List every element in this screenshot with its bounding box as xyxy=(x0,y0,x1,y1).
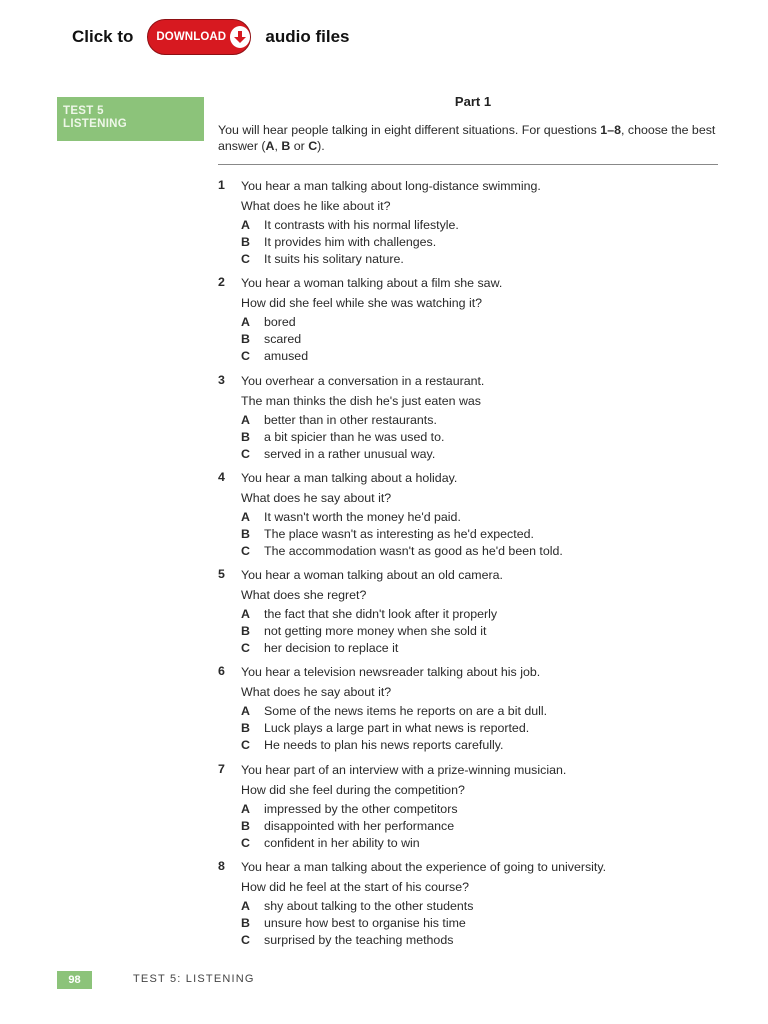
option-text: It suits his solitary nature. xyxy=(264,252,404,266)
option-text: better than in other restaurants. xyxy=(264,412,437,427)
option-text: surprised by the teaching methods xyxy=(264,933,454,948)
option-letter: C xyxy=(241,738,250,753)
option-text: Some of the news items he reports on are a bit dull. xyxy=(264,704,548,719)
option-letter: A xyxy=(241,315,250,330)
option-text: The accommodation wasn't as good as he'd been told. xyxy=(264,543,563,558)
answer-options xyxy=(241,413,444,464)
option-letter: B xyxy=(241,721,250,736)
question-number: 6 xyxy=(218,664,225,679)
question-item xyxy=(218,470,718,567)
option-letter: A xyxy=(241,704,250,719)
question-prompt: How did she feel during the competition? xyxy=(241,782,465,797)
option-text: It wasn't worth the money he'd paid. xyxy=(264,509,461,524)
question-item xyxy=(218,664,718,761)
instructions-text-5: ). xyxy=(317,139,325,153)
answer-option[interactable] xyxy=(241,916,473,933)
answer-option[interactable] xyxy=(241,721,547,738)
question-number: 7 xyxy=(218,761,225,776)
question-stem: You overhear a conversation in a restaurant. xyxy=(241,373,485,388)
banner-suffix: audio files xyxy=(265,27,350,46)
option-letter: A xyxy=(241,218,250,232)
answer-option[interactable] xyxy=(241,218,459,235)
answer-option[interactable] xyxy=(241,738,547,755)
option-text: served in a rather unusual way. xyxy=(264,446,436,461)
question-prompt: How did he feel at the start of his course? xyxy=(241,880,469,895)
option-letter: A xyxy=(241,899,250,914)
question-list xyxy=(218,178,718,956)
answer-option[interactable] xyxy=(241,430,444,447)
answer-option[interactable] xyxy=(241,510,563,527)
answer-option[interactable] xyxy=(241,704,547,721)
option-letter: A xyxy=(241,412,250,427)
question-item xyxy=(218,275,718,372)
option-letter: C xyxy=(241,543,250,558)
option-letter: C xyxy=(241,252,250,266)
question-number: 8 xyxy=(218,859,225,874)
option-letter: A xyxy=(241,607,250,622)
question-stem: You hear a man talking about a holiday. xyxy=(241,470,458,485)
instructions-text-3: , xyxy=(274,139,282,153)
question-item xyxy=(218,178,718,275)
option-text: unsure how best to organise his time xyxy=(264,916,466,931)
option-text: a bit spicier than he was used to. xyxy=(264,429,445,444)
section-tab xyxy=(57,97,204,141)
instructions-range: 1–8 xyxy=(600,123,621,137)
question-stem: You hear a man talking about long-distance swimming. xyxy=(241,179,541,193)
option-text: Luck plays a large part in what news is reported. xyxy=(264,721,530,736)
question-number: 3 xyxy=(218,372,225,387)
download-arrow-icon xyxy=(230,26,250,48)
answer-option[interactable] xyxy=(241,315,308,332)
option-letter: C xyxy=(241,933,250,948)
option-letter: A xyxy=(241,801,250,816)
question-prompt: What does she regret? xyxy=(241,588,367,603)
download-button-label: DOWNLOAD xyxy=(156,31,227,43)
question-stem: You hear a television newsreader talking about his job. xyxy=(241,665,541,680)
answer-options xyxy=(241,218,459,269)
option-text: amused xyxy=(264,349,309,364)
answer-option[interactable] xyxy=(241,332,308,349)
instructions-option-b: B xyxy=(281,139,291,153)
option-text: bored xyxy=(264,315,296,330)
option-letter: B xyxy=(241,526,250,541)
option-letter: B xyxy=(241,818,250,833)
option-letter: B xyxy=(241,332,250,347)
instructions-text-4: or xyxy=(290,139,309,153)
option-letter: C xyxy=(241,446,250,461)
instructions-text-2: , choose the best answer ( xyxy=(218,123,716,153)
option-letter: C xyxy=(241,641,250,656)
answer-option[interactable] xyxy=(241,447,444,464)
option-letter: B xyxy=(241,916,250,931)
instructions-text-1: You will hear people talking in eight different situations. For questions xyxy=(218,123,601,137)
question-number: 5 xyxy=(218,567,225,582)
answer-option[interactable] xyxy=(241,252,459,269)
banner-prefix: Click to xyxy=(72,27,134,46)
question-prompt: What does he say about it? xyxy=(241,490,392,505)
option-text: The place wasn't as interesting as he'd expected. xyxy=(264,526,534,541)
option-text: confident in her ability to win xyxy=(264,835,420,850)
option-text: the fact that she didn't look after it properly xyxy=(264,607,498,622)
question-item xyxy=(218,859,718,956)
question-item xyxy=(218,373,718,470)
footer-label: TEST 5: LISTENING xyxy=(133,973,255,985)
divider xyxy=(218,164,718,165)
question-number: 1 xyxy=(218,178,225,192)
answer-option[interactable] xyxy=(241,544,563,561)
option-letter: B xyxy=(241,429,250,444)
answer-option[interactable] xyxy=(241,819,458,836)
question-prompt: What does he like about it? xyxy=(241,199,391,213)
answer-options xyxy=(241,607,497,658)
answer-options xyxy=(241,802,458,853)
answer-option[interactable] xyxy=(241,235,459,252)
option-text: shy about talking to the other students xyxy=(264,899,474,914)
question-stem: You hear a woman talking about an old camera. xyxy=(241,568,503,583)
question-item xyxy=(218,762,718,859)
option-letter: C xyxy=(241,835,250,850)
question-prompt: The man thinks the dish he's just eaten was xyxy=(241,393,481,408)
option-text: He needs to plan his news reports carefully. xyxy=(264,738,504,753)
answer-options xyxy=(241,510,563,561)
option-letter: B xyxy=(241,235,250,249)
option-letter: A xyxy=(241,509,250,524)
question-prompt: What does he say about it? xyxy=(241,685,392,700)
answer-option[interactable] xyxy=(241,607,497,624)
question-item xyxy=(218,567,718,664)
instructions-option-a: A xyxy=(265,139,275,153)
answer-option[interactable] xyxy=(241,413,444,430)
question-number: 4 xyxy=(218,469,225,484)
section-tab-line1: TEST 5 xyxy=(63,105,104,117)
answer-option[interactable] xyxy=(241,933,473,950)
answer-option[interactable] xyxy=(241,527,563,544)
question-number: 2 xyxy=(218,275,225,290)
option-text: It provides him with challenges. xyxy=(264,235,437,249)
answer-option[interactable] xyxy=(241,899,473,916)
option-text: impressed by the other competitors xyxy=(264,801,458,816)
answer-option[interactable] xyxy=(241,624,497,641)
answer-option[interactable] xyxy=(241,836,458,853)
download-banner xyxy=(72,18,349,56)
page-number: 98 xyxy=(57,971,92,989)
question-stem: You hear a woman talking about a film she saw. xyxy=(241,276,503,291)
question-stem: You hear a man talking about the experience of going to university. xyxy=(241,860,607,875)
answer-options xyxy=(241,315,308,366)
download-button[interactable] xyxy=(147,19,251,55)
instructions-option-c: C xyxy=(308,139,318,153)
answer-options xyxy=(241,899,473,950)
question-stem: You hear part of an interview with a prize-winning musician. xyxy=(241,762,567,777)
question-prompt: How did she feel while she was watching it? xyxy=(241,296,483,311)
option-text: disappointed with her performance xyxy=(264,818,455,833)
option-text: her decision to replace it xyxy=(264,641,399,656)
answer-option[interactable] xyxy=(241,641,497,658)
part-title: Part 1 xyxy=(454,94,492,109)
answer-option[interactable] xyxy=(241,349,308,366)
instructions xyxy=(218,122,723,154)
answer-options xyxy=(241,704,547,755)
option-text: scared xyxy=(264,332,302,347)
answer-option[interactable] xyxy=(241,802,458,819)
option-text: It contrasts with his normal lifestyle. xyxy=(264,218,459,232)
option-letter: B xyxy=(241,624,250,639)
option-letter: C xyxy=(241,349,250,364)
section-tab-line2: LISTENING xyxy=(63,118,128,130)
option-text: not getting more money when she sold it xyxy=(264,624,487,639)
